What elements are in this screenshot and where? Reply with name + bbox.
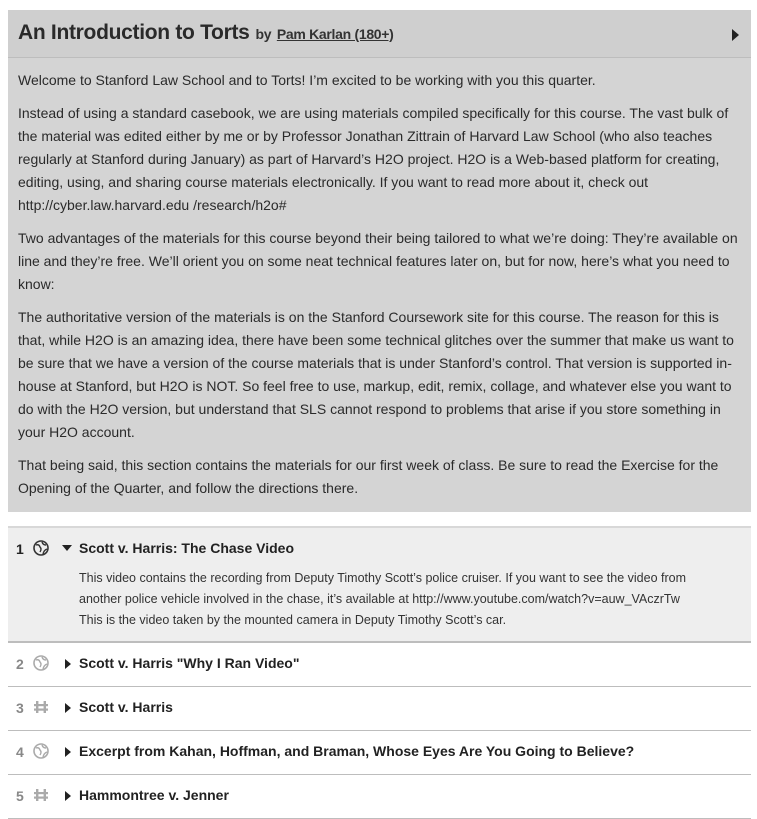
item-title[interactable]: Scott v. Harris: The Chase Video — [79, 540, 294, 556]
description-paragraph: That being said, this section contains the materials for our first week of class. Be sure to read the Exercise for the Opening of the Quarter, and follow the directions there. — [18, 457, 719, 496]
playlist-panel — [8, 10, 751, 819]
description-paragraph: Instead of using a standard casebook, we are using materials compiled specifically for this course. The vast bulk of the material was edited either by me or by Professor Jonathan Zittrain of Harvard Law School (who also teaches regularly at Stanford during January) as part of Harvard’s H2O project. H2O is a Web-based platform for creating, editing, using, and sharing course materials electronically. If you want to read more about it, check out http://cyber.law.harvard.edu /research/h2o# — [18, 105, 729, 213]
playlist-title: An Introduction to Torts — [18, 21, 250, 44]
item-title[interactable]: Scott v. Harris "Why I Ran Video" — [79, 655, 300, 671]
expand-arrow-icon[interactable] — [65, 791, 71, 801]
playlist-item — [8, 731, 751, 775]
globe-icon — [33, 540, 49, 556]
item-description-line: This is the video taken by the mounted camera in Deputy Timothy Scott’s car. — [79, 613, 507, 627]
description-paragraph: The authoritative version of the materials is on the Stanford Coursework site for this course. The reason for this is that, while H2O is an amazing idea, there have been some technical glitches over the summer that make us want to be sure that we have a version of the course materials that is under Stanford’s control. That version is supported in-house at Stanford, but H2O is NOT. So feel free to use, markup, edit, remix, collage, and whatever else you want to do with the H2O version, but understand that SLS cannot respond to problems that arise if you store something in your H2O account. — [18, 309, 734, 440]
item-number: 1 — [16, 541, 24, 557]
expand-arrow-icon[interactable] — [732, 29, 739, 41]
item-title[interactable]: Scott v. Harris — [79, 699, 173, 715]
item-description — [79, 568, 731, 631]
playlist-item-row[interactable] — [8, 731, 751, 774]
description-paragraph: Two advantages of the materials for this course beyond their being tailored to what we’re doing: They’re available on line and they’re free. We’ll orient you on some neat technical features later on, but for now, here’s what you need to know: — [18, 230, 738, 292]
item-title[interactable]: Excerpt from Kahan, Hoffman, and Braman, Whose Eyes Are You Going to Believe? — [79, 743, 635, 759]
playlist-header — [8, 10, 751, 58]
playlist-item — [8, 687, 751, 731]
playlist-item — [8, 526, 751, 643]
playlist-item-row[interactable] — [8, 775, 751, 818]
globe-icon — [33, 655, 49, 671]
item-number: 2 — [16, 656, 24, 672]
item-number: 3 — [16, 700, 24, 716]
item-number: 5 — [16, 788, 24, 804]
collapse-arrow-icon[interactable] — [62, 545, 72, 551]
globe-icon — [33, 743, 49, 759]
playlist-item-row[interactable] — [8, 528, 751, 568]
by-label: by — [255, 26, 272, 42]
expand-arrow-icon[interactable] — [65, 659, 71, 669]
description-paragraph: Welcome to Stanford Law School and to Torts! I’m excited to be working with you this quarter. — [18, 72, 596, 88]
playlist-items — [8, 526, 751, 819]
playlist-title-group — [18, 21, 394, 45]
playlist-item-row[interactable] — [8, 643, 751, 686]
item-description-line: This video contains the recording from Deputy Timothy Scott’s police cruiser. If you want to see the video from another police vehicle involved in the chase, it’s available at http://www.youtube.com/watch?v=auw_VAczrTw — [79, 571, 687, 606]
playlist-item — [8, 643, 751, 687]
playlist-item-row[interactable] — [8, 687, 751, 730]
expand-arrow-icon[interactable] — [65, 747, 71, 757]
author-link[interactable]: Pam Karlan (180+) — [276, 26, 394, 42]
expand-arrow-icon[interactable] — [65, 703, 71, 713]
playlist-description — [8, 58, 751, 512]
case-icon — [33, 787, 49, 803]
playlist-item — [8, 775, 751, 819]
case-icon — [33, 699, 49, 715]
item-number: 4 — [16, 744, 24, 760]
item-title[interactable]: Hammontree v. Jenner — [79, 787, 229, 803]
